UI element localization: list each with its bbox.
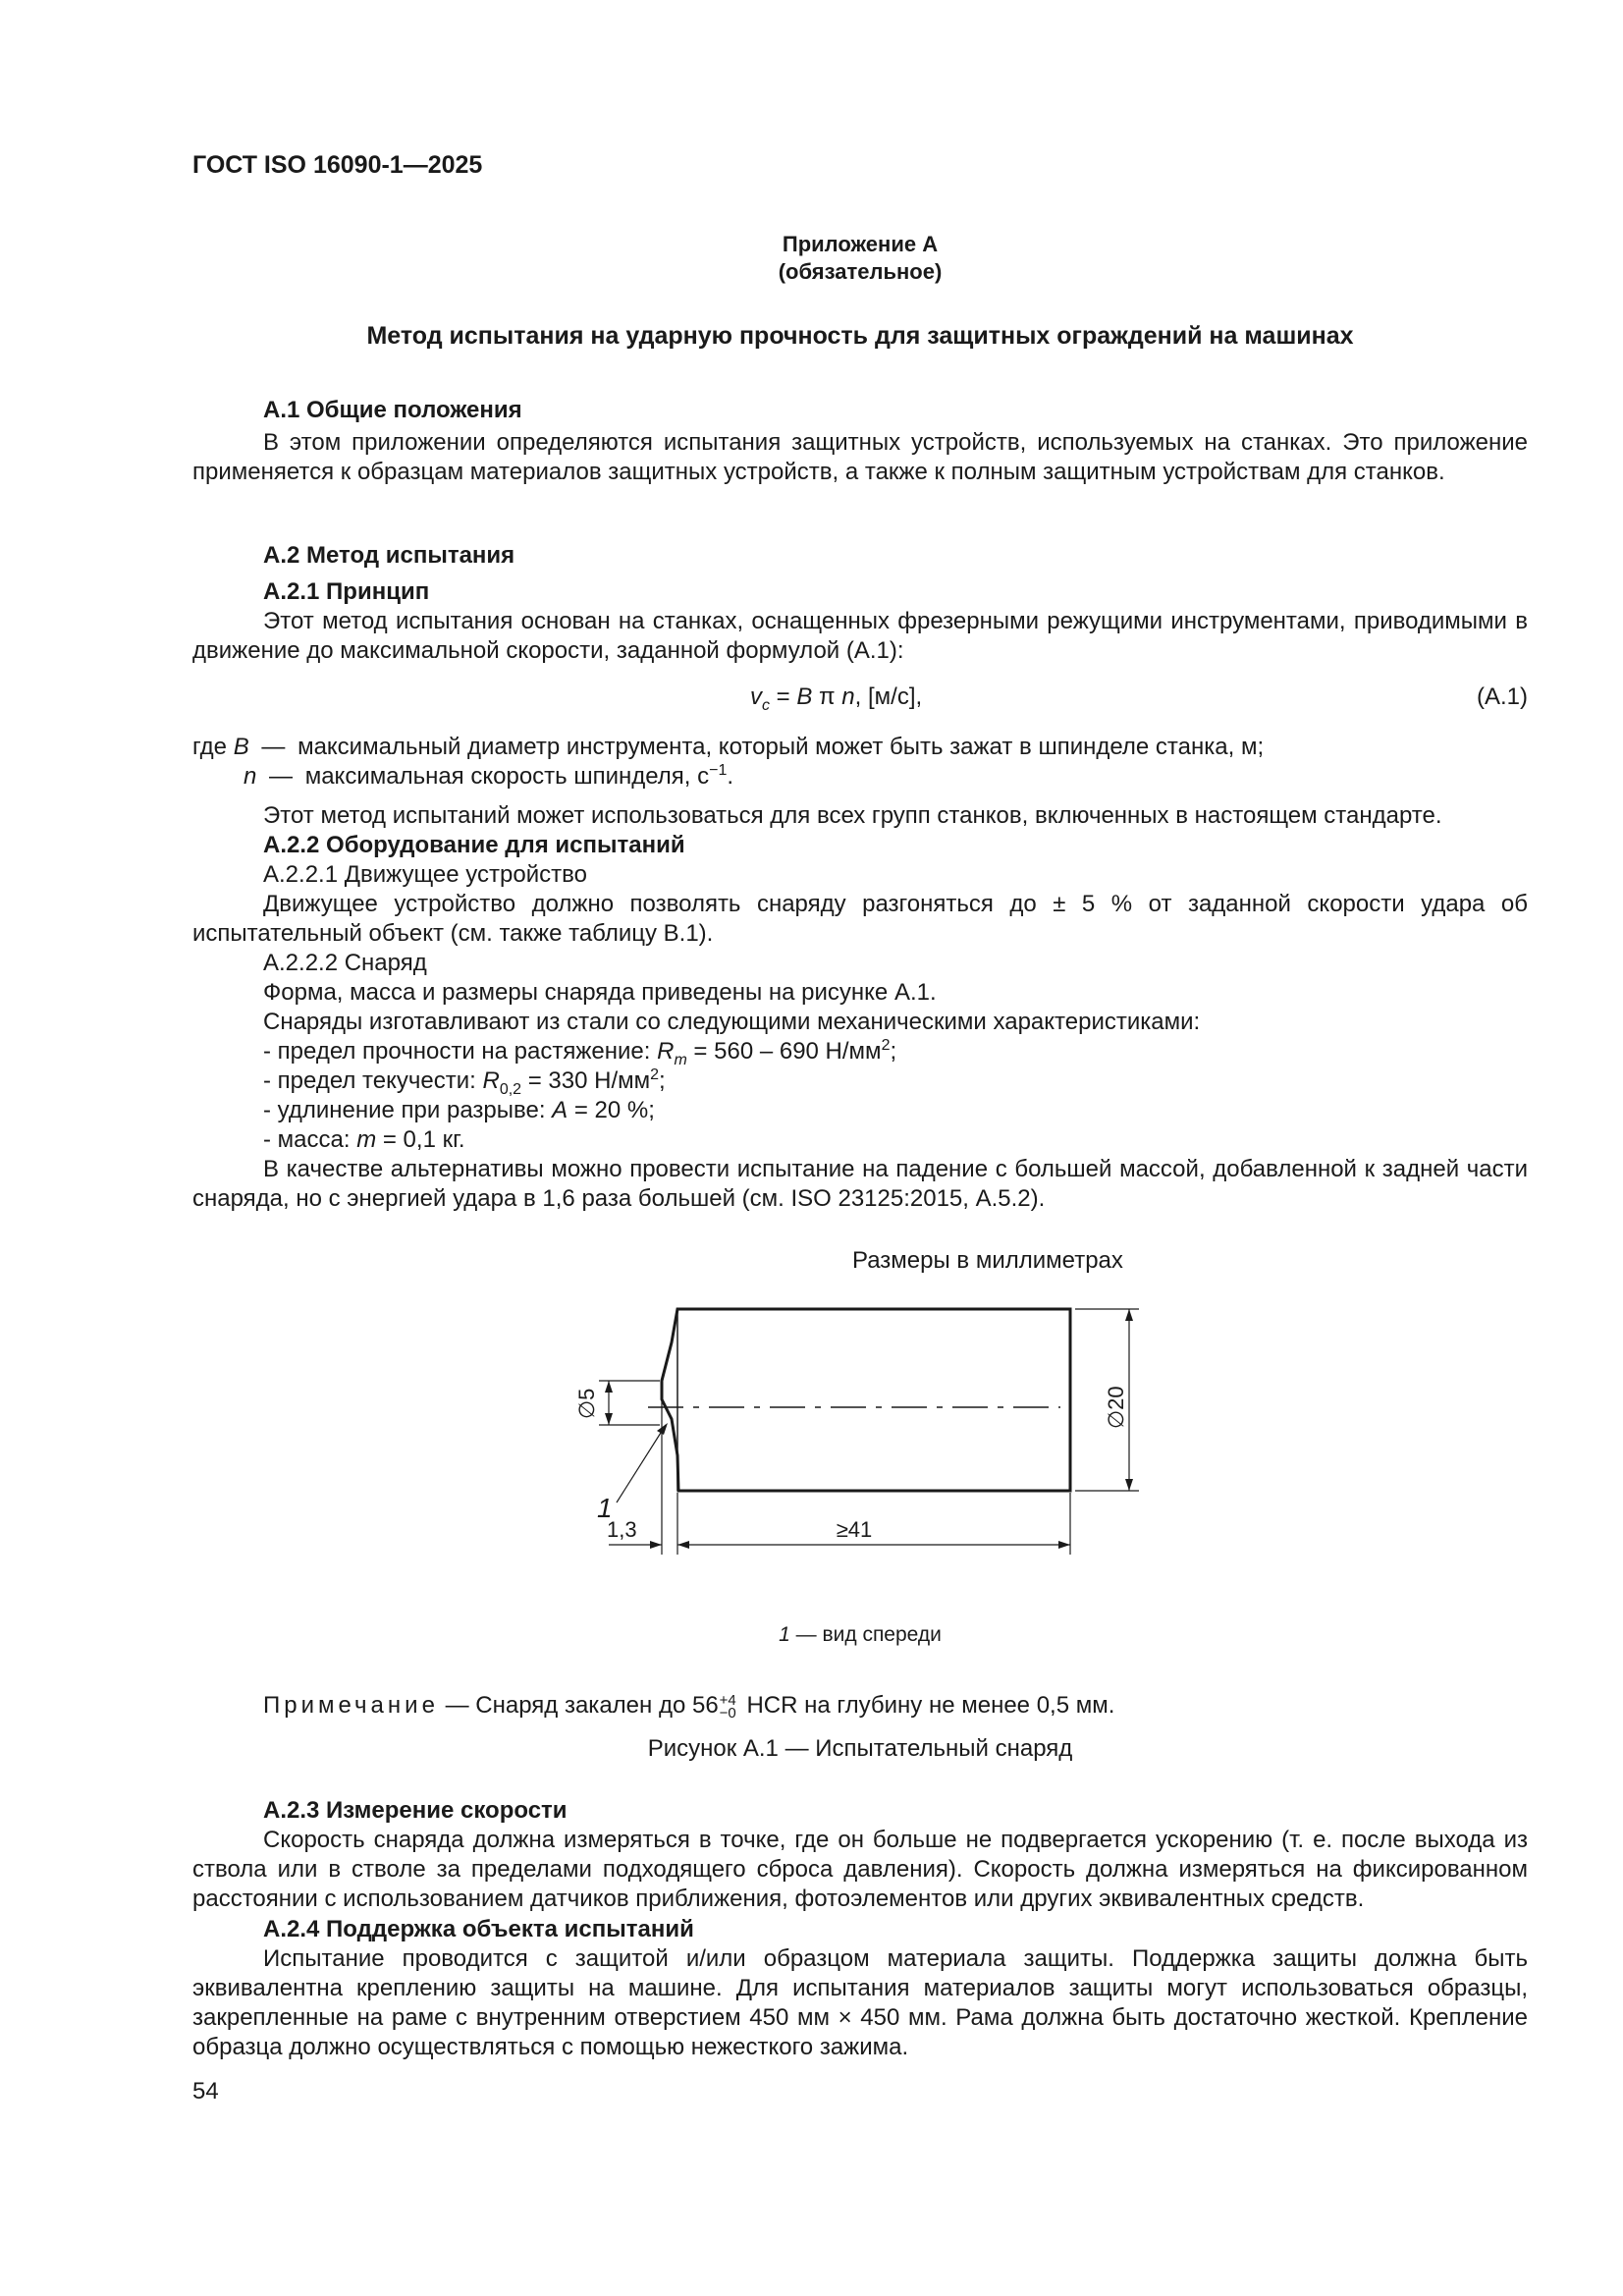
figure-note [263, 1691, 1114, 1721]
dim-41-label: ≥41 [836, 1517, 873, 1542]
list-item-value: = 20 %; [568, 1097, 655, 1123]
where-n-dash: — [269, 763, 294, 790]
list-item-end: ; [890, 1038, 897, 1065]
list-item-value: = 0,1 кг. [376, 1126, 465, 1153]
arrow-icon [605, 1413, 613, 1425]
figure-caption: Рисунок А.1 — Испытательный снаряд [647, 1735, 1073, 1762]
symbol-sup: 2 [881, 1037, 891, 1054]
arrow-icon [650, 1541, 662, 1549]
list-item-label: - предел текучести: [263, 1067, 483, 1094]
list-item-value: = 560 – 690 Н/мм [686, 1038, 882, 1065]
where-n-end: . [727, 763, 734, 790]
note-label: Примечание [263, 1692, 439, 1719]
section-a2-heading: А.2 Метод испытания [263, 542, 515, 569]
symbol-r: R [482, 1067, 500, 1094]
projectile-drawing [550, 1291, 1159, 1586]
where-b-symbol: B [233, 734, 249, 760]
symbol-m: m [356, 1126, 377, 1153]
page-number: 54 [192, 2078, 219, 2105]
section-a24-paragraph: Испытание проводится с защитой и/или образцом материала защиты. Поддержка защиты должна быть эквивалентна креплению защиты на машине. Для испытания материалов защиты могут использоваться образцы, закрепленные на раме с внутренним отверстием 450 мм × 450 мм. Рама должна быть достаточно жесткой. Крепление образца должно осуществляться с помощью нежесткого зажима. [192, 1945, 1528, 2060]
where-b-dash: — [261, 734, 286, 760]
list-item-tensile [263, 1037, 896, 1066]
list-item-end: ; [659, 1067, 666, 1094]
legend-number: 1 [779, 1623, 790, 1646]
note-pre: — Снаряд закален до [438, 1692, 692, 1719]
section-a1-paragraph: В этом приложении определяются испытания защитных устройств, используемых на станках. Это приложение применяется к образцам материалов защитных устройств, а также к полным защитным устройствам для станков. [192, 429, 1528, 485]
figure-units-note: Размеры в миллиметрах [852, 1247, 1123, 1274]
section-a221-heading: А.2.2.1 Движущее устройство [263, 861, 587, 888]
section-a221-paragraph: Движущее устройство должно позволять снаряду разгоняться до ± 5 % от заданной скорости удара об испытательный объект (см. также таблицу В.1). [192, 891, 1528, 947]
figure-legend [192, 1621, 1528, 1649]
arrow-icon [1125, 1309, 1133, 1321]
arrow-icon [605, 1381, 613, 1393]
list-item-label: - предел прочности на растяжение: [263, 1038, 658, 1065]
symbol-sub: 0,2 [499, 1080, 522, 1098]
symbol-sup: 2 [650, 1066, 660, 1083]
arrow-icon [1058, 1541, 1070, 1549]
list-item-mass [263, 1125, 465, 1155]
formula-number: (А.1) [1476, 683, 1528, 710]
symbol-r: R [657, 1038, 675, 1065]
arrow-icon [677, 1541, 689, 1549]
annex-status: (обязательное) [778, 259, 943, 284]
formula-v-sub: c [762, 696, 770, 714]
dim-d5-label: ∅5 [574, 1388, 599, 1419]
legend-text: — вид спереди [789, 1623, 942, 1646]
section-a222-line2: Снаряды изготавливают из стали со следующими механическими характеристиками: [263, 1009, 1201, 1035]
list-item-value: = 330 Н/мм [521, 1067, 651, 1094]
where-b-definition: максимальный диаметр инструмента, который может быть зажат в шпинделе станка, м; [298, 734, 1265, 760]
formula-eq: = [770, 683, 797, 710]
callout-number: 1 [597, 1493, 613, 1523]
list-item-yield [263, 1066, 666, 1096]
section-a222-alternative: В качестве альтернативы можно провести испытание на падение с большей массой, добавленной к задней части снаряда, но с энергией удара в 1,6 раза большей (см. ISO 23125:2015, А.5.2). [192, 1156, 1528, 1212]
document-id: ГОСТ ISO 16090-1—2025 [192, 151, 483, 179]
section-a23-paragraph: Скорость снаряда должна измеряться в точке, где он больше не подвергается ускорению (т. е. после выхода из ствола или в стволе за пределами подходящего сброса давления). Скорость должна измеряться на фиксированном расстоянии с использованием датчиков приближения, фотоэлементов или других эквивалентных средств. [192, 1827, 1528, 1912]
annex-heading: Метод испытания на ударную прочность для защитных ограждений на машинах [366, 322, 1354, 350]
note-tolerance-lower: −0 [719, 1704, 736, 1722]
symbol-sub: m [674, 1051, 687, 1068]
symbol-a: A [552, 1097, 568, 1123]
where-word: где [192, 734, 228, 760]
section-a222-line1: Форма, масса и размеры снаряда приведены на рисунке А.1. [263, 979, 937, 1006]
dim-13-label: 1,3 [607, 1517, 637, 1542]
where-n-symbol: n [243, 763, 257, 790]
formula-n: n [841, 683, 855, 710]
formula-b: B [796, 683, 813, 710]
section-a23-heading: А.2.3 Измерение скорости [263, 1797, 568, 1824]
list-item-label: - удлинение при разрыве: [263, 1097, 553, 1123]
where-n-line [243, 762, 733, 792]
section-a22-heading: А.2.2 Оборудование для испытаний [263, 832, 685, 858]
formula-unit: , [м/с], [854, 683, 923, 710]
list-item-elongation [263, 1096, 655, 1125]
note-post: HCR на глубину не менее 0,5 мм. [739, 1692, 1115, 1719]
section-a21-heading: А.2.1 Принцип [263, 578, 430, 605]
formula-a1 [750, 683, 922, 712]
list-item-label: - масса: [263, 1126, 357, 1153]
where-b-line [192, 733, 1264, 762]
where-n-definition: максимальная скорость шпинделя, с [304, 763, 710, 790]
formula-v: v [750, 683, 762, 710]
projectile-outline [662, 1309, 1070, 1491]
section-a21-note: Этот метод испытаний может использоваться для всех групп станков, включенных в настоящем стандарте. [263, 802, 1442, 829]
note-value: 56 [691, 1692, 719, 1719]
section-a21-paragraph: Этот метод испытания основан на станках, оснащенных фрезерными режущими инструментами, приводимыми в движение до максимальной скорости, заданной формулой (А.1): [192, 608, 1528, 664]
section-a222-heading: А.2.2.2 Снаряд [263, 950, 427, 976]
callout-leader [617, 1425, 666, 1503]
section-a24-heading: А.2.4 Поддержка объекта испытаний [263, 1916, 694, 1942]
where-n-exponent: −1 [709, 762, 728, 779]
section-a1-heading: А.1 Общие положения [263, 397, 522, 423]
note-tolerance [719, 1691, 736, 1722]
formula-pi: π [812, 683, 842, 710]
arrow-icon [1125, 1479, 1133, 1491]
note-tolerance-upper: +4 [719, 1691, 736, 1709]
annex-title: Приложение А [782, 232, 939, 256]
dim-d20-label: ∅20 [1104, 1386, 1128, 1429]
